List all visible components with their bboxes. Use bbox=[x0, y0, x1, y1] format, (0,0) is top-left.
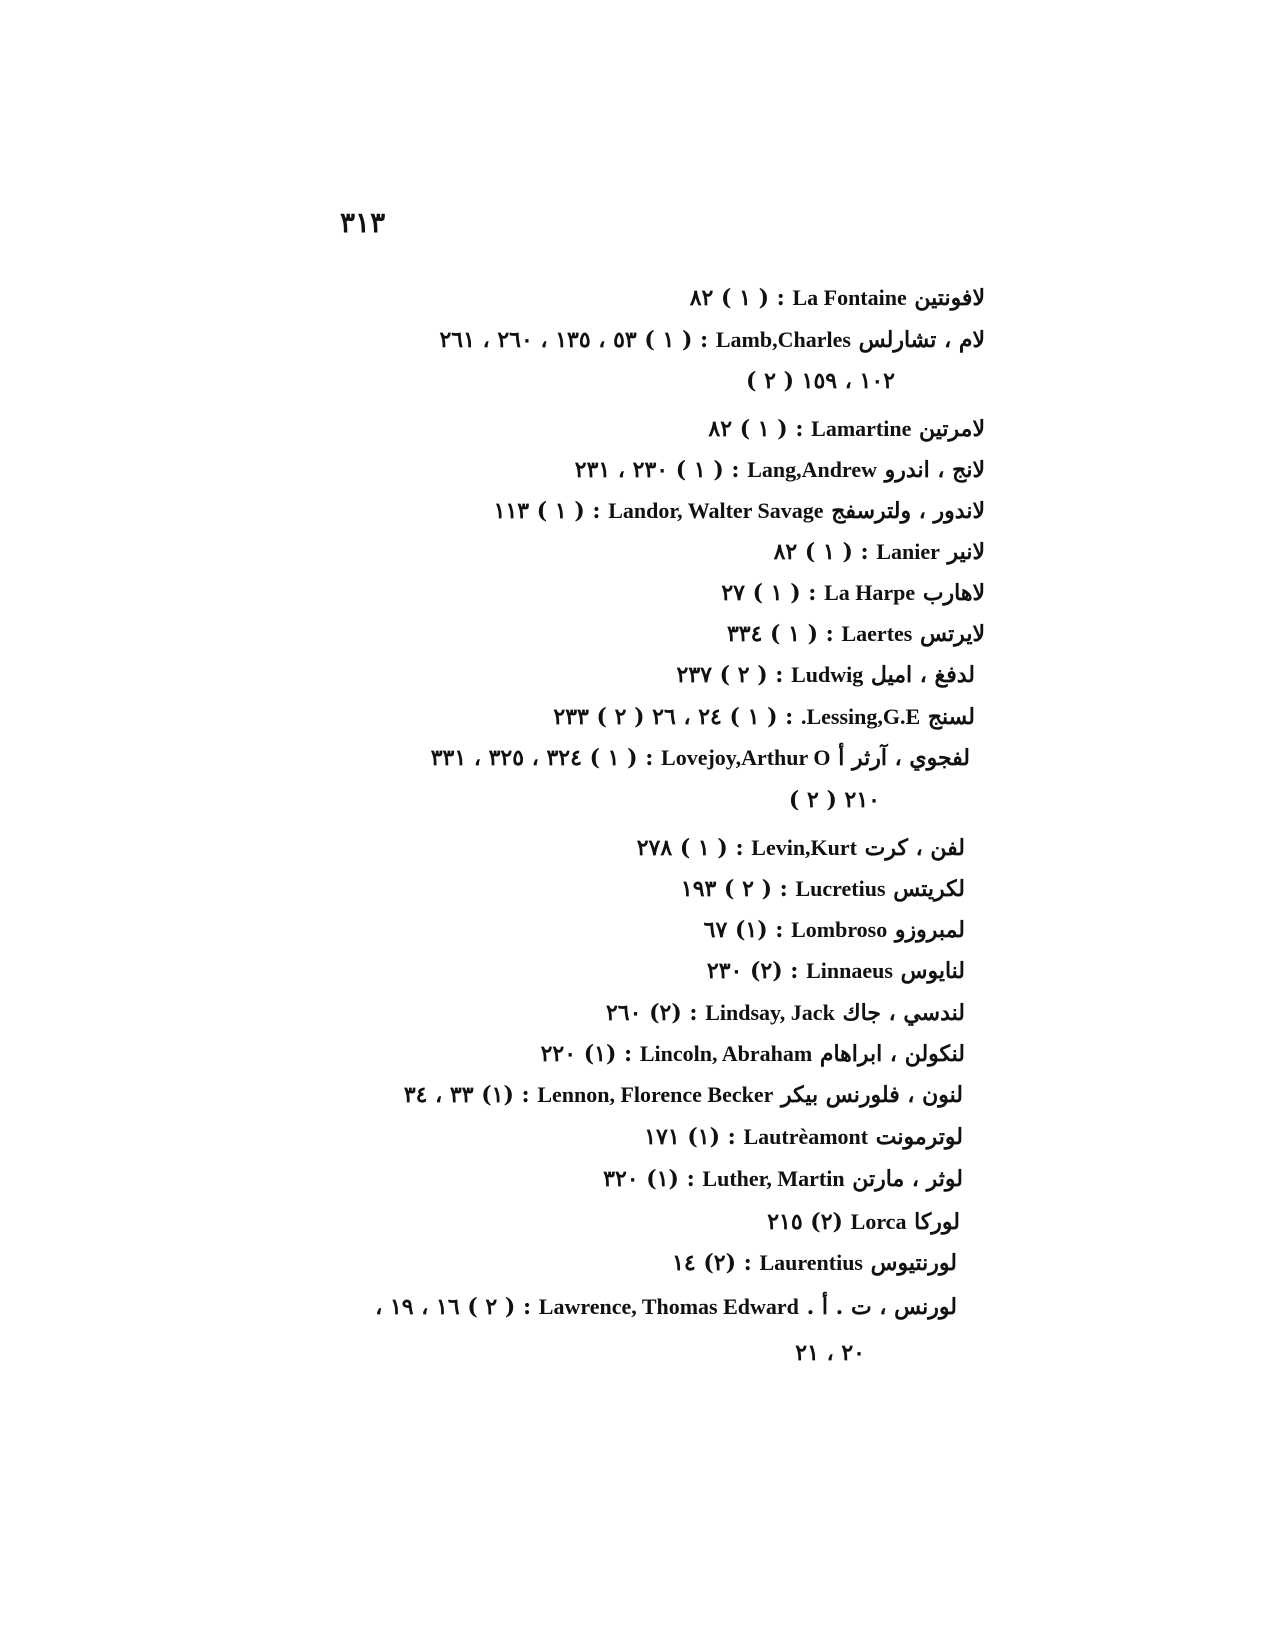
entry-arabic-name: لكريتس bbox=[893, 876, 965, 902]
entry-references: : ( ٢ ) ٢٣٧ bbox=[676, 662, 784, 688]
entry-latin-name: Lincoln, Abraham bbox=[639, 1041, 813, 1066]
page-number: ٣١٣ bbox=[340, 206, 386, 239]
entry-references: ٢٠ ، ٢١ bbox=[795, 1340, 865, 1366]
entry-references: : (١) ٢٢٠ bbox=[540, 1041, 633, 1067]
index-entry bbox=[708, 414, 985, 444]
index-entry bbox=[541, 1039, 965, 1069]
entry-arabic-name: لنون ، فلورنس بيكر bbox=[781, 1082, 963, 1108]
entry-references: : (١) ٦٧ bbox=[703, 917, 784, 943]
index-entry bbox=[575, 455, 985, 485]
entry-latin-name: La Fontaine bbox=[792, 285, 907, 310]
entry-references: : (١) ٣٢٠ bbox=[603, 1166, 695, 1192]
entry-references: : ( ١ ) ١١٣ bbox=[493, 498, 601, 524]
entry-references: : (٢) ١٤ bbox=[672, 1250, 752, 1276]
entry-references: ( ٢ ) ١٠٢ ، ١٥٩ bbox=[746, 368, 895, 394]
entry-references: : ( ١ ) ٨٢ bbox=[689, 285, 785, 311]
index-entry bbox=[707, 956, 965, 986]
entry-references: : ( ١ ) ٢٧ bbox=[721, 580, 817, 606]
entry-arabic-name: لدفغ ، اميل bbox=[870, 662, 975, 688]
entry-latin-name: Lamb,Charles bbox=[715, 327, 851, 352]
entry-latin-name: Luther, Martin bbox=[702, 1166, 845, 1191]
entry-references: : ( ١ ) ٢٣٠ ، ٢٣١ bbox=[574, 457, 740, 483]
entry-arabic-name: لايرتس bbox=[920, 621, 985, 647]
entry-references: : ( ١ ) ٣٣٤ bbox=[726, 621, 834, 647]
index-entry bbox=[439, 325, 985, 355]
index-entry bbox=[677, 660, 975, 690]
index-entry bbox=[644, 1122, 963, 1152]
entry-latin-name: Ludwig bbox=[791, 662, 864, 687]
index-entry bbox=[690, 283, 985, 313]
entry-latin-name: Laurentius bbox=[759, 1250, 863, 1275]
entry-references: : ( ١ ) ٣٢٤ ، ٣٢٥ ، ٣٣١ bbox=[430, 745, 654, 771]
entry-continuation bbox=[789, 785, 880, 815]
entry-arabic-name: لمبروزو bbox=[894, 917, 965, 943]
index-entry bbox=[767, 1207, 960, 1237]
entry-latin-name: Lindsay, Jack bbox=[705, 1000, 835, 1025]
index-entry bbox=[494, 496, 985, 526]
entry-references: : (٢) ٢٣٠ bbox=[706, 958, 799, 984]
index-entry bbox=[681, 874, 965, 904]
index-entry bbox=[553, 702, 975, 732]
entry-latin-name: Lennon, Florence Becker bbox=[537, 1082, 774, 1107]
entry-continuation bbox=[746, 366, 895, 396]
entry-arabic-name: لافونتين bbox=[914, 285, 985, 311]
entry-arabic-name: لانير bbox=[947, 539, 985, 565]
entry-latin-name: Lombroso bbox=[791, 917, 888, 942]
index-entry bbox=[704, 915, 965, 945]
entry-latin-name: Laertes bbox=[841, 621, 913, 646]
index-entry bbox=[606, 998, 965, 1028]
entry-latin-name: Lamartine bbox=[811, 416, 912, 441]
entry-arabic-name: لانج ، اندرو bbox=[884, 457, 985, 483]
entry-references: : ( ١ ) ٨٢ bbox=[708, 416, 804, 442]
entry-arabic-name: لوركا bbox=[914, 1209, 960, 1235]
index-entry bbox=[774, 537, 985, 567]
entry-references: : (٢) ٢٦٠ bbox=[605, 1000, 698, 1026]
index-entry bbox=[375, 1292, 957, 1322]
entry-latin-name: Lanier bbox=[876, 539, 940, 564]
entry-arabic-name: لورنس ، ت . أ . bbox=[806, 1294, 957, 1320]
entry-references: : ( ١ ) ٢٤ ، ٢٦ ( ٢ ) ٢٣٣ bbox=[553, 704, 794, 730]
entry-arabic-name: لورنتيوس bbox=[870, 1250, 957, 1276]
entry-references: : ( ١ ) ٨٢ bbox=[773, 539, 869, 565]
entry-latin-name: Linnaeus bbox=[806, 958, 893, 983]
entry-latin-name: La Harpe bbox=[824, 580, 916, 605]
entry-arabic-name: لسنج bbox=[927, 704, 975, 730]
entry-latin-name: Lawrence, Thomas Edward bbox=[538, 1294, 799, 1319]
entry-arabic-name: لام ، تشارلس bbox=[858, 327, 985, 353]
entry-references: (٢) ٢١٥ bbox=[767, 1209, 843, 1235]
entry-arabic-name: لامرتين bbox=[919, 416, 985, 442]
entry-latin-name: Lang,Andrew bbox=[747, 457, 877, 482]
entry-latin-name: Lorca bbox=[850, 1209, 907, 1234]
entry-latin-name: Levin,Kurt bbox=[751, 835, 857, 860]
entry-latin-name: Lovejoy,Arthur O bbox=[661, 745, 831, 770]
entry-arabic-name: لنكولن ، ابراهام bbox=[819, 1041, 965, 1067]
index-entry bbox=[603, 1164, 963, 1194]
index-entry bbox=[721, 578, 985, 608]
entry-latin-name: Lautrèamont bbox=[743, 1124, 869, 1149]
entry-arabic-name: لندسي ، جاك bbox=[842, 1000, 965, 1026]
index-entry bbox=[404, 1080, 963, 1110]
entry-latin-name: Lessing,G.E. bbox=[800, 704, 921, 729]
entry-references: : ( ١ ) ٢٧٨ bbox=[636, 835, 744, 861]
entry-arabic-name: لنايوس bbox=[900, 958, 965, 984]
entry-continuation bbox=[795, 1338, 865, 1368]
entry-references: : ( ١ ) ٥٣ ، ١٣٥ ، ٢٦٠ ، ٢٦١ bbox=[439, 327, 709, 353]
entry-arabic-name: لاهارب bbox=[922, 580, 985, 606]
entry-arabic-name: لاندور ، ولترسفج bbox=[831, 498, 985, 524]
entry-latin-name: Landor, Walter Savage bbox=[608, 498, 824, 523]
entry-references: : (١) ٣٣ ، ٣٤ bbox=[403, 1082, 530, 1108]
entry-references: : ( ٢ ) ١٩٣ bbox=[680, 876, 788, 902]
index-entry bbox=[727, 619, 985, 649]
entry-latin-name: Lucretius bbox=[795, 876, 886, 901]
entry-arabic-name: لفن ، كرت bbox=[864, 835, 965, 861]
index-entry bbox=[637, 833, 965, 863]
index-entry bbox=[431, 743, 970, 773]
entry-references: : ( ٢ ) ١٦ ، ١٩ ، bbox=[375, 1294, 532, 1320]
entry-arabic-name: لفجوي ، آرثر أ bbox=[838, 745, 970, 771]
entry-references: ( ٢ ) ٢١٠ bbox=[788, 787, 880, 813]
entry-arabic-name: لوترمونت bbox=[875, 1124, 963, 1150]
entry-references: : (١) ١٧١ bbox=[644, 1124, 736, 1150]
entry-arabic-name: لوثر ، مارتن bbox=[852, 1166, 963, 1192]
index-entry bbox=[672, 1248, 957, 1278]
